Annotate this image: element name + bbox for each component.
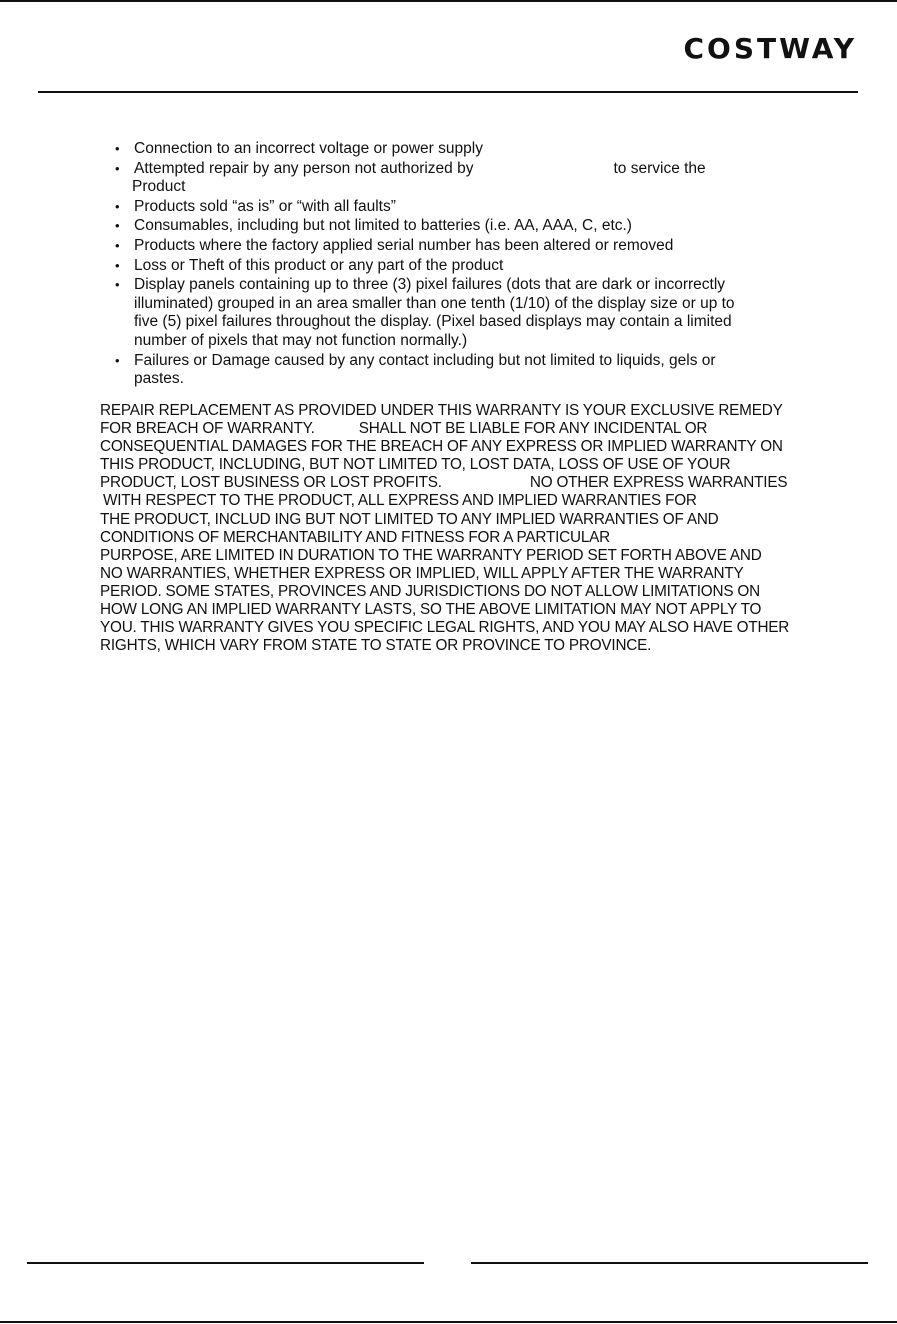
page-top-border <box>0 0 897 2</box>
exclusion-text: number of pixels that may not function normally.) <box>134 331 468 349</box>
legal-line: CONSEQUENTIAL DAMAGES FOR THE BREACH OF ANY EXPRESS OR IMPLIED WARRANTY ON <box>100 438 783 456</box>
exclusion-text: Products where the factory applied serial number has been altered or removed <box>134 236 674 254</box>
footer-divider-left <box>27 1262 424 1264</box>
legal-line: CONDITIONS OF MERCHANTABILITY AND FITNESS FOR A PARTICULAR <box>100 528 610 546</box>
legal-text: NO OTHER EXPRESS WARRANTIES <box>529 474 788 492</box>
bullet-icon: • <box>115 218 120 234</box>
list-item <box>112 160 812 197</box>
legal-line: THIS PRODUCT, INCLUDING, BUT NOT LIMITED TO, LOST DATA, LOSS OF USE OF YOUR <box>100 456 731 474</box>
exclusion-text: Failures or Damage caused by any contact including but not limited to liquids, gels or <box>134 351 716 369</box>
exclusion-text: Attempted repair by any person not authorized by <box>134 159 474 177</box>
exclusion-text: pastes. <box>134 370 184 388</box>
legal-line: HOW LONG AN IMPLIED WARRANTY LASTS, SO THE ABOVE LIMITATION MAY NOT APPLY TO <box>100 601 762 619</box>
legal-line <box>100 474 805 492</box>
warranty-legal-paragraph <box>100 402 805 655</box>
bullet-icon: • <box>115 257 120 273</box>
page-bottom-border <box>0 1321 897 1323</box>
legal-line: REPAIR REPLACEMENT AS PROVIDED UNDER THIS WARRANTY IS YOUR EXCLUSIVE REMEDY <box>100 402 783 419</box>
footer-divider-right <box>471 1262 868 1264</box>
legal-text: FOR BREACH OF WARRANTY. <box>100 420 315 438</box>
exclusion-text: Loss or Theft of this product or any part of the product <box>134 256 504 274</box>
bullet-icon: • <box>115 277 120 293</box>
exclusion-text: Products sold “as is” or “with all faults” <box>134 197 396 215</box>
list-item <box>112 276 812 350</box>
header-divider <box>38 91 858 93</box>
legal-line: YOU. THIS WARRANTY GIVES YOU SPECIFIC LEGAL RIGHTS, AND YOU MAY ALSO HAVE OTHER <box>100 619 790 637</box>
bullet-icon: • <box>115 141 120 156</box>
costway-logo: COSTWAY <box>683 32 857 65</box>
bullet-icon: • <box>115 198 120 214</box>
exclusion-text: five (5) pixel failures throughout the display. (Pixel based displays may contain a limited <box>134 313 732 331</box>
legal-line: PERIOD. SOME STATES, PROVINCES AND JURISDICTIONS DO NOT ALLOW LIMITATIONS ON <box>100 582 760 600</box>
legal-line: PURPOSE, ARE LIMITED IN DURATION TO THE WARRANTY PERIOD SET FORTH ABOVE AND <box>100 546 762 564</box>
list-item <box>112 352 812 389</box>
list-item <box>112 217 812 236</box>
legal-line: WITH RESPECT TO THE PRODUCT, ALL EXPRESS AND IMPLIED WARRANTIES FOR <box>103 492 697 510</box>
legal-text: SHALL NOT BE LIABLE FOR ANY INCIDENTAL OR <box>358 420 708 438</box>
exclusion-text: Product <box>132 178 186 196</box>
legal-line: RIGHTS, WHICH VARY FROM STATE TO STATE OR PROVINCE TO PROVINCE. <box>100 637 652 655</box>
list-item <box>112 198 812 217</box>
exclusion-text: illuminated) grouped in an area smaller than one tenth (1/10) of the display size or up to <box>134 294 735 312</box>
list-item <box>112 257 812 276</box>
legal-text: PRODUCT, LOST BUSINESS OR LOST PROFITS. <box>100 474 442 492</box>
legal-line <box>100 420 805 438</box>
legal-line: NO WARRANTIES, WHETHER EXPRESS OR IMPLIED, WILL APPLY AFTER THE WARRANTY <box>100 564 744 582</box>
exclusion-text: Connection to an incorrect voltage or power supply <box>134 140 483 157</box>
bullet-icon: • <box>115 237 120 253</box>
legal-line: THE PRODUCT, INCLUD ING BUT NOT LIMITED TO ANY IMPLIED WARRANTIES OF AND <box>100 510 719 528</box>
exclusion-text: to service the <box>613 159 706 177</box>
bullet-icon: • <box>115 160 120 176</box>
list-item <box>112 237 812 256</box>
exclusion-text: Display panels containing up to three (3) pixel failures (dots that are dark or incorrectly <box>134 276 726 294</box>
exclusion-text: Consumables, including but not limited to batteries (i.e. AA, AAA, C, etc.) <box>134 217 632 235</box>
bullet-icon: • <box>115 352 120 368</box>
list-item <box>112 140 812 159</box>
warranty-exclusions-list <box>112 140 812 390</box>
